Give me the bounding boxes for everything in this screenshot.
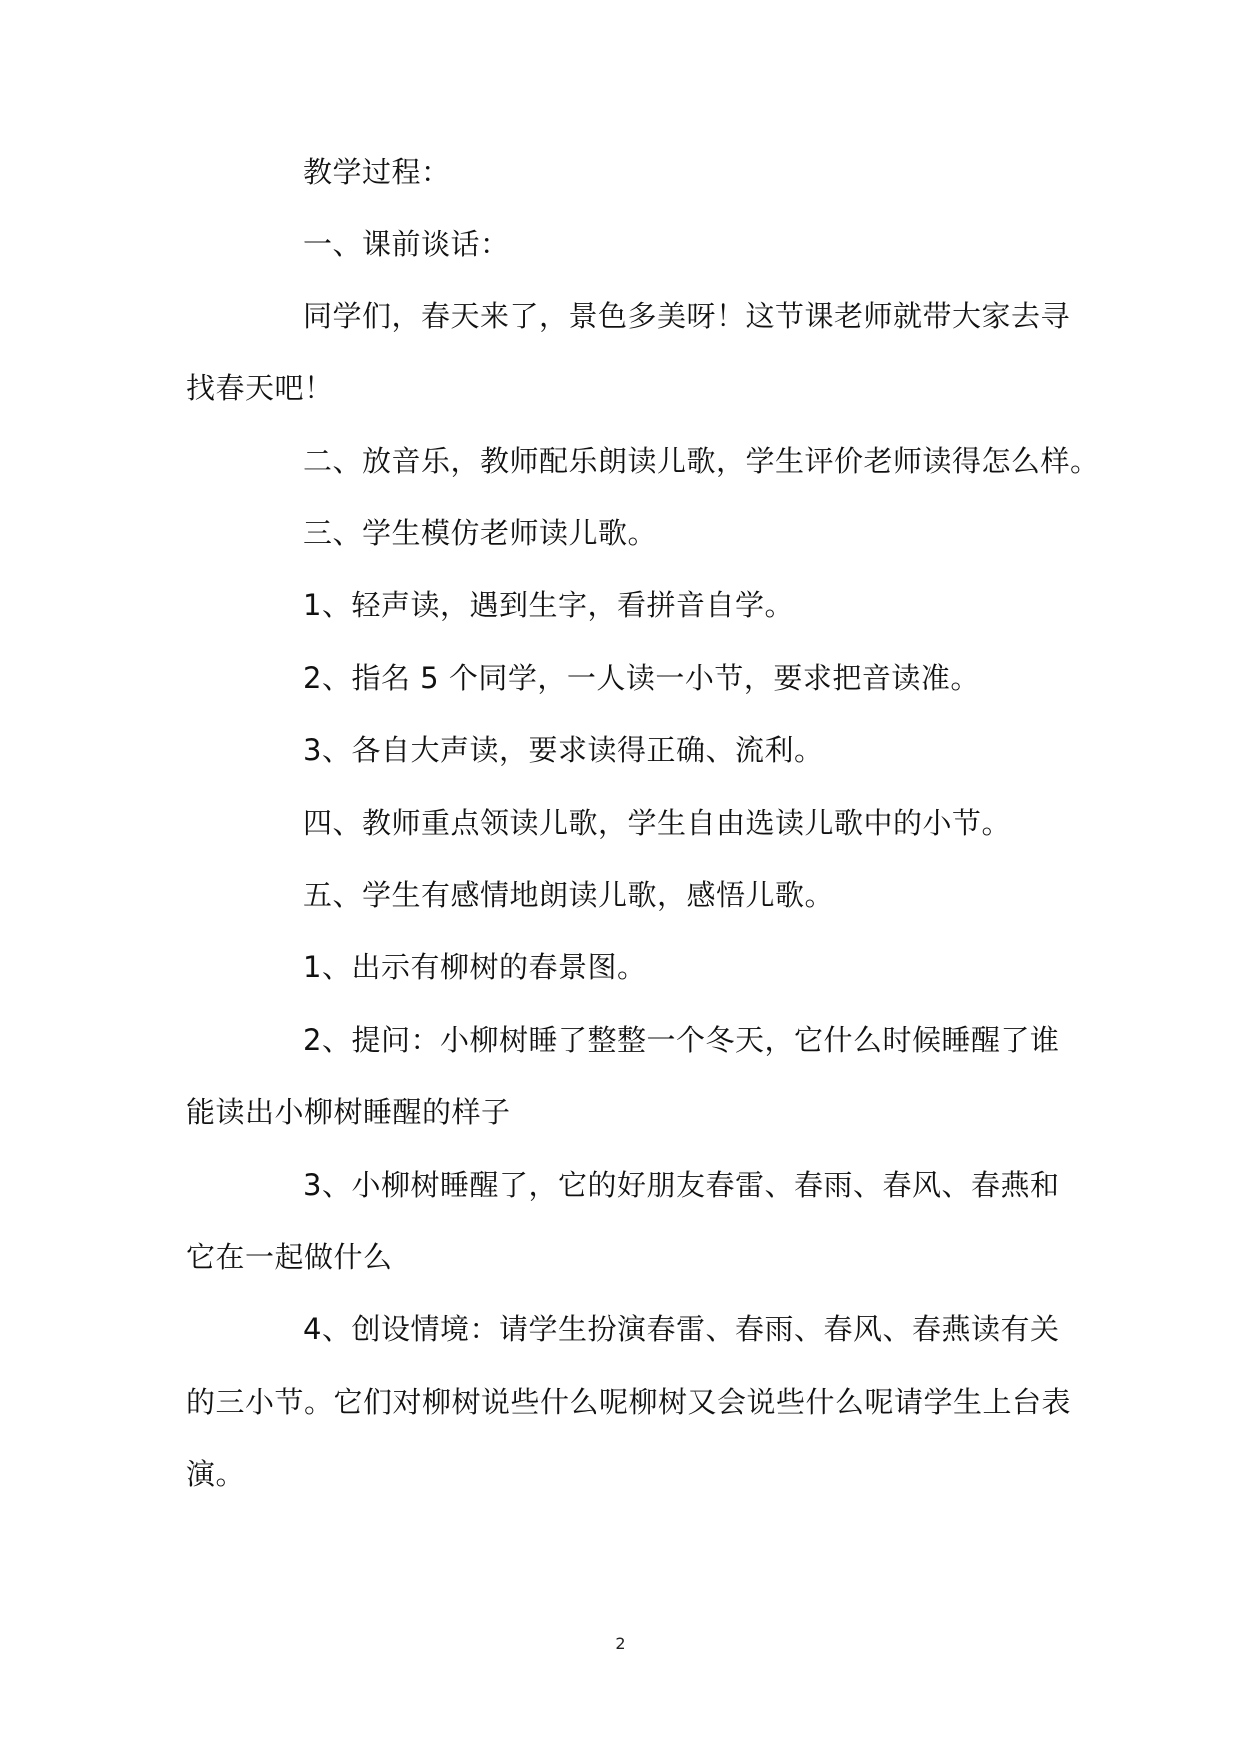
paragraph-line: 一、课前谈话：	[303, 227, 510, 261]
paragraph-line: 2、提问：小柳树睡了整整一个冬天，它什么时候睡醒了谁	[303, 1023, 1060, 1057]
paragraph-line: 1、轻声读，遇到生字，看拼音自学。	[303, 588, 794, 622]
paragraph-line: 找春天吧！	[186, 371, 334, 405]
section-heading: 教学过程：	[303, 155, 451, 189]
paragraph-line: 同学们，春天来了，景色多美呀！这节课老师就带大家去寻	[303, 299, 1071, 333]
paragraph-line: 3、小柳树睡醒了，它的好朋友春雷、春雨、春风、春燕和	[303, 1168, 1060, 1202]
paragraph-line: 五、学生有感情地朗读儿歌，感悟儿歌。	[303, 878, 835, 912]
paragraph-line: 演。	[186, 1457, 246, 1491]
page-number: 2	[615, 1634, 626, 1653]
paragraph-line: 3、各自大声读，要求读得正确、流利。	[303, 733, 824, 767]
paragraph-line: 它在一起做什么	[186, 1240, 393, 1274]
paragraph-line: 2、指名 5 个同学，一人读一小节，要求把音读准。	[303, 661, 980, 695]
paragraph-line: 的三小节。它们对柳树说些什么呢柳树又会说些什么呢请学生上台表	[186, 1385, 1072, 1419]
paragraph-line: 四、教师重点领读儿歌，学生自由选读儿歌中的小节。	[303, 806, 1012, 840]
paragraph-line: 1、出示有柳树的春景图。	[303, 950, 647, 984]
paragraph-line: 二、放音乐，教师配乐朗读儿歌，学生评价老师读得怎么样。	[303, 444, 1100, 478]
paragraph-line: 4、创设情境：请学生扮演春雷、春雨、春风、春燕读有关	[303, 1312, 1060, 1346]
paragraph-line: 三、学生模仿老师读儿歌。	[303, 516, 658, 550]
paragraph-line: 能读出小柳树睡醒的样子	[186, 1095, 511, 1129]
